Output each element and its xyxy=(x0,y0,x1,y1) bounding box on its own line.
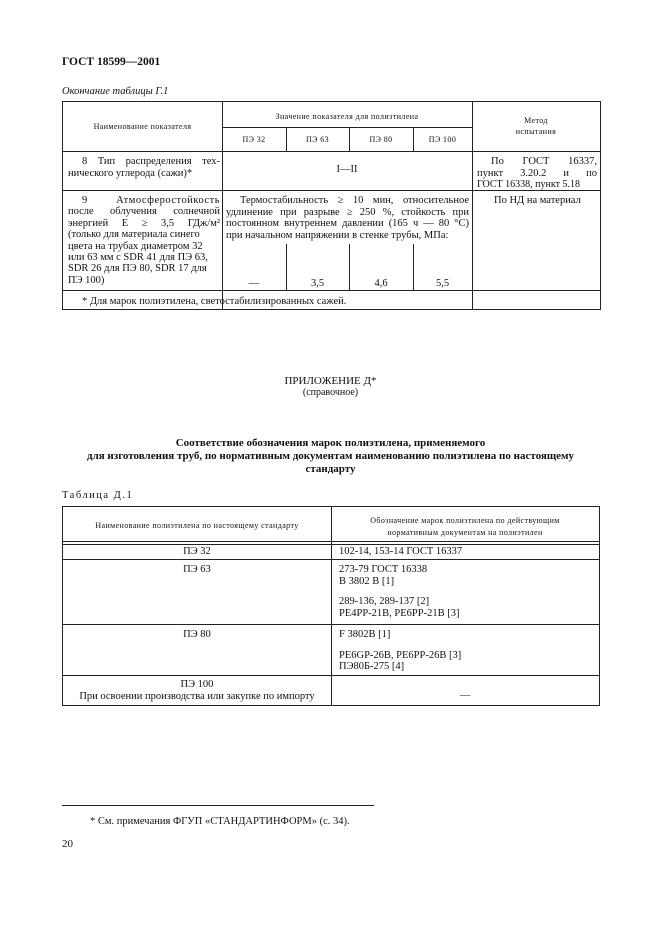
table-row-name: ПЭ 63 xyxy=(183,564,211,575)
table-d1 xyxy=(62,506,600,706)
row9-name: 9 Атмосферостойкость после облучения солнечной энергией E ≥ 3,5 ГДж/м² (только для материала синего цвета на трубах диаметром 32 или 63 мм с SDR 41 для ПЭ 63, SDR 26 для ПЭ 80, SDR 17 для ПЭ 100) xyxy=(68,195,220,286)
table-row-marks: — xyxy=(459,690,471,701)
row8-method: По ГОСТ 16337, пункт 3.20.2 и по ГОСТ 16338, пункт 5.18 xyxy=(477,156,597,190)
table-row-marks: F 3802В [1] PE6GP-26B, PE6PP-26B [3] ПЭ80Б-275 [4] xyxy=(339,629,462,672)
table-row-name: ПЭ 80 xyxy=(183,629,211,640)
col-header-grade: ПЭ 32 xyxy=(242,135,266,144)
table-note: * Для марок полиэтилена, светостабилизированных сажей. xyxy=(82,296,347,307)
table-g1 xyxy=(62,101,601,310)
footnote-divider xyxy=(62,805,374,806)
col-header-name: Наименование показателя xyxy=(93,122,192,131)
table-row-marks: 273-79 ГОСТ 16338 В 3802 В [1] 289-136, 289-137 [2] PE4PP-21B, PE6PP-21B [3] xyxy=(339,564,460,619)
table-d1-row-divider xyxy=(63,624,599,625)
table-d1-row-divider xyxy=(63,675,599,676)
col-header-grade: ПЭ 100 xyxy=(428,135,457,144)
row9-method: По НД на материал xyxy=(494,195,581,206)
table-g1-row-divider xyxy=(63,290,600,291)
table-caption: Таблица Д.1 xyxy=(62,490,134,501)
col-header-method: испытания xyxy=(515,127,557,136)
appendix-subtitle: (справочное) xyxy=(302,387,359,398)
row9-value-pe100: 5,5 xyxy=(435,278,450,289)
row9-value-pe63: 3,5 xyxy=(310,278,325,289)
page-number: 20 xyxy=(62,838,73,850)
appendix-title: ПРИЛОЖЕНИЕ Д* xyxy=(284,375,377,387)
table-row-name: ПЭ 100 При освоении производства или закупке по импорту xyxy=(79,679,315,702)
d1-col-header-marks: Обозначение марок полиэтилена по действующим нормативным документам на полиэтилен xyxy=(370,516,560,537)
table-d1-row-divider xyxy=(63,559,599,560)
footnote: * См. примечания ФГУП «СТАНДАРТИНФОРМ» (с. 34). xyxy=(90,816,350,827)
table-d1-header-divider xyxy=(63,541,599,545)
col-header-grade: ПЭ 63 xyxy=(305,135,330,144)
table-continuation-label: Окончание таблицы Г.1 xyxy=(62,86,169,97)
table-g1-row-divider xyxy=(222,127,472,128)
col-header-grade: ПЭ 80 xyxy=(369,135,393,144)
row9-description: Термостабильность ≥ 10 мин, относительное удлинение при разрыве ≥ 250 %, стойкость при постоянном внутреннем давлении (165 ч — 80 °С) при начальном напряжении в стенке трубы, МПа: xyxy=(226,195,469,241)
col-header-method: Метод xyxy=(524,116,548,125)
table-row-marks: 102-14, 153-14 ГОСТ 16337 xyxy=(339,546,463,557)
d1-col-header-name: Наименование полиэтилена по настоящему стандарту xyxy=(95,521,299,530)
row8-value: I—II xyxy=(336,164,358,175)
table-row-name: ПЭ 32 xyxy=(183,546,211,557)
document-header: ГОСТ 18599—2001 xyxy=(62,56,161,68)
table-g1-row-divider xyxy=(63,151,600,152)
row9-value-pe32: — xyxy=(248,278,260,289)
appendix-heading: Соответствие обозначения марок полиэтилена, применяемого для изготовления труб, по нормативным документам наименованию полиэтилена по настоящему стандарту xyxy=(87,437,574,475)
col-header-value: Значение показателя для полиэтилена xyxy=(275,112,419,121)
row9-value-pe80: 4,6 xyxy=(374,278,388,289)
row8-name: 8 Тип распределения тех- нического углерода (сажи)* xyxy=(68,156,220,179)
